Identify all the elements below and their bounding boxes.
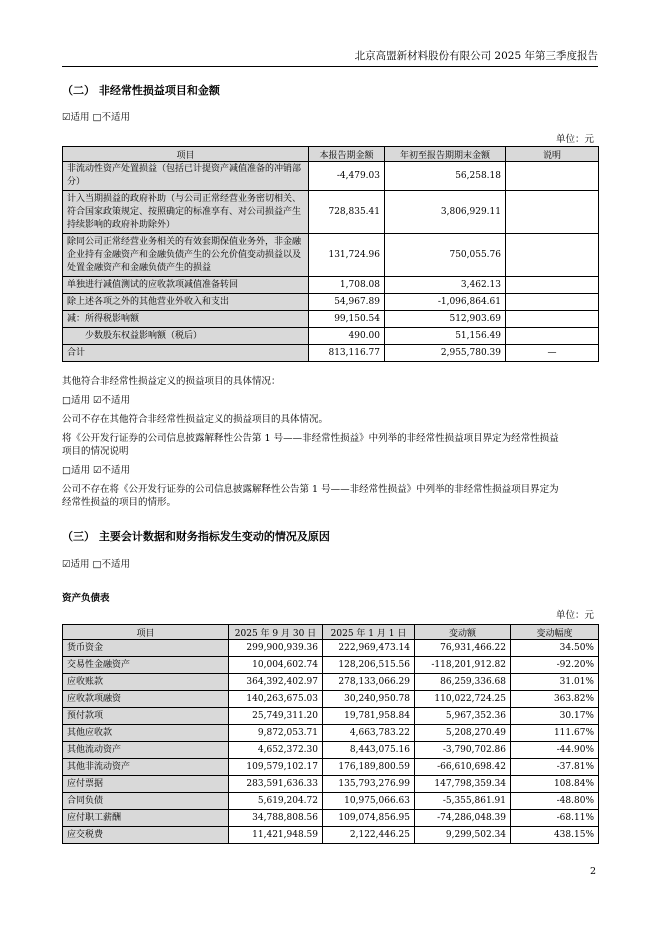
start-date-cell: 30,240,950.78 [323, 691, 415, 708]
non-recurring-table [62, 146, 599, 362]
end-date-cell: 5,619,204.72 [229, 793, 323, 810]
end-date-cell: 283,591,636.33 [229, 776, 323, 793]
start-date-cell: 222,969,473.14 [323, 640, 415, 657]
change-pct-cell: -92.20% [511, 657, 599, 674]
item-cell: 单独进行减值测试的应收款项减值准备转回 [63, 277, 309, 294]
current-amount-cell: 1,708.08 [309, 277, 385, 294]
change-pct-cell: -48.80% [511, 793, 599, 810]
item-cell: 计入当期损益的政府补助（与公司正常经营业务密切相关、符合国家政策规定、按照确定的标准享有、对公司损益产生持续影响的政府补助除外） [63, 191, 309, 234]
item-cell: 应收账款 [63, 674, 229, 691]
section-3-applicability: ☑适用 □不适用 [62, 559, 131, 570]
ytd-amount-cell: 512,903.69 [385, 311, 506, 328]
table-total-row [63, 345, 599, 362]
table-row [63, 742, 599, 759]
change-pct-cell: 108.84% [511, 776, 599, 793]
item-cell: 预付款项 [63, 708, 229, 725]
item-cell: 其他应收款 [63, 725, 229, 742]
current-amount-cell: 99,150.54 [309, 311, 385, 328]
start-date-cell: 128,206,515.56 [323, 657, 415, 674]
table-row [63, 640, 599, 657]
table-header-row [63, 625, 599, 640]
ytd-amount-cell: -1,096,864.61 [385, 294, 506, 311]
table-row [63, 793, 599, 810]
report-header: 北京高盟新材料股份有限公司 2025 年第三季度报告 [354, 50, 598, 62]
note-cell [506, 294, 599, 311]
start-date-cell: 10,975,066.63 [323, 793, 415, 810]
change-pct-cell: 363.82% [511, 691, 599, 708]
reclassification-statement-line2: 经常性损益的项目的情形。 [62, 497, 177, 508]
end-date-cell: 364,392,402.97 [229, 674, 323, 691]
change-amount-cell: 76,931,466.22 [415, 640, 511, 657]
ytd-amount-cell: 2,955,780.39 [385, 345, 506, 362]
table-row [63, 234, 599, 277]
item-cell: 其他非流动资产 [63, 759, 229, 776]
change-amount-cell: 110,022,724.25 [415, 691, 511, 708]
column-header: 说明 [506, 147, 599, 162]
item-cell: 合计 [63, 345, 309, 362]
table-row [63, 810, 599, 827]
page-number: 2 [590, 866, 597, 877]
change-pct-cell: 31.01% [511, 674, 599, 691]
item-cell: 其他流动资产 [63, 742, 229, 759]
change-amount-cell: -3,790,702.86 [415, 742, 511, 759]
start-date-cell: 109,074,856.95 [323, 810, 415, 827]
item-cell: 非流动性资产处置损益（包括已计提资产减值准备的冲销部分） [63, 162, 309, 191]
other-items-paragraph: 其他符合非经常性损益定义的损益项目的具体情况： [62, 376, 281, 387]
start-date-cell: 278,133,066.29 [323, 674, 415, 691]
change-pct-cell: -68.11% [511, 810, 599, 827]
item-cell: 应付职工薪酬 [63, 810, 229, 827]
start-date-cell: 2,122,446.25 [323, 827, 415, 844]
table-row [63, 328, 599, 345]
column-header: 本报告期金额 [309, 147, 385, 162]
section-2-applicability: ☑适用 □不适用 [62, 112, 131, 123]
table-row [63, 294, 599, 311]
change-pct-cell: 34.50% [511, 640, 599, 657]
note-cell [506, 162, 599, 191]
change-pct-cell: 438.15% [511, 827, 599, 844]
change-amount-cell: 5,208,270.49 [415, 725, 511, 742]
end-date-cell: 9,872,053.71 [229, 725, 323, 742]
end-date-cell: 11,421,948.59 [229, 827, 323, 844]
item-cell: 应付票据 [63, 776, 229, 793]
table-row [63, 725, 599, 742]
item-cell: 减：所得税影响额 [63, 311, 309, 328]
column-header: 年初至报告期期末金额 [385, 147, 506, 162]
current-amount-cell: -4,479.03 [309, 162, 385, 191]
change-amount-cell: -5,355,861.91 [415, 793, 511, 810]
item-cell: 少数股东权益影响额（税后） [63, 328, 309, 345]
table-row [63, 691, 599, 708]
section-3-unit: 单位：元 [555, 610, 594, 621]
table-row [63, 162, 599, 191]
ytd-amount-cell: 750,055.76 [385, 234, 506, 277]
current-amount-cell: 728,835.41 [309, 191, 385, 234]
note-cell: — [506, 345, 599, 362]
section-2-title: （二） 非经常性损益项目和金额 [62, 84, 220, 97]
change-amount-cell: 9,299,502.34 [415, 827, 511, 844]
column-header: 项目 [63, 625, 229, 640]
table-row [63, 776, 599, 793]
item-cell: 除上述各项之外的其他营业外收入和支出 [63, 294, 309, 311]
table-row [63, 311, 599, 328]
change-amount-cell: -74,286,048.39 [415, 810, 511, 827]
start-date-cell: 4,663,783.22 [323, 725, 415, 742]
column-header: 项目 [63, 147, 309, 162]
change-amount-cell: -118,201,912.82 [415, 657, 511, 674]
item-cell: 交易性金融资产 [63, 657, 229, 674]
change-amount-cell: 5,967,352.36 [415, 708, 511, 725]
current-amount-cell: 54,967.89 [309, 294, 385, 311]
column-header: 2025 年 1 月 1 日 [323, 625, 415, 640]
end-date-cell: 34,788,808.56 [229, 810, 323, 827]
ytd-amount-cell: 51,156.49 [385, 328, 506, 345]
end-date-cell: 109,579,102.17 [229, 759, 323, 776]
ytd-amount-cell: 3,462.13 [385, 277, 506, 294]
column-header: 2025 年 9 月 30 日 [229, 625, 323, 640]
note-cell [506, 328, 599, 345]
item-cell: 货币资金 [63, 640, 229, 657]
table-row [63, 657, 599, 674]
reclassification-paragraph-line1: 将《公开发行证券的公司信息披露解释性公告第 1 号——非经常性损益》中列举的非经常性损益项目界定为经常性损益 [62, 433, 559, 444]
reclassification-statement-line1: 公司不存在将《公开发行证券的公司信息披露解释性公告第 1 号——非经常性损益》中列举的非经常性损益项目界定为 [62, 484, 559, 495]
change-pct-cell: 30.17% [511, 708, 599, 725]
table-row [63, 708, 599, 725]
change-amount-cell: 147,798,359.34 [415, 776, 511, 793]
end-date-cell: 299,900,939.36 [229, 640, 323, 657]
change-pct-cell: -37.81% [511, 759, 599, 776]
current-amount-cell: 813,116.77 [309, 345, 385, 362]
balance-sheet-subtitle: 资产负债表 [62, 593, 110, 604]
end-date-cell: 140,263,675.03 [229, 691, 323, 708]
table-row [63, 759, 599, 776]
table-row [63, 277, 599, 294]
change-pct-cell: 111.67% [511, 725, 599, 742]
current-amount-cell: 131,724.96 [309, 234, 385, 277]
end-date-cell: 25,749,311.20 [229, 708, 323, 725]
column-header: 变动额 [415, 625, 511, 640]
item-cell: 应交税费 [63, 827, 229, 844]
ytd-amount-cell: 3,806,929.11 [385, 191, 506, 234]
note-cell [506, 234, 599, 277]
balance-sheet-table [62, 624, 599, 844]
reclassification-paragraph-line2: 项目的情况说明 [62, 446, 129, 457]
table-header-row [63, 147, 599, 162]
start-date-cell: 176,189,800.59 [323, 759, 415, 776]
change-amount-cell: 86,259,336.68 [415, 674, 511, 691]
note-cell [506, 277, 599, 294]
table-row [63, 191, 599, 234]
start-date-cell: 19,781,958.84 [323, 708, 415, 725]
table-row [63, 827, 599, 844]
note-cell [506, 191, 599, 234]
ytd-amount-cell: 56,258.18 [385, 162, 506, 191]
change-amount-cell: -66,610,698.42 [415, 759, 511, 776]
section-3-title: （三） 主要会计数据和财务指标发生变动的情况及原因 [62, 530, 330, 543]
reclassification-applicability: □适用 ☑不适用 [62, 465, 131, 476]
section-2-unit: 单位：元 [555, 134, 594, 145]
start-date-cell: 135,793,276.99 [323, 776, 415, 793]
table-row [63, 674, 599, 691]
change-pct-cell: -44.90% [511, 742, 599, 759]
item-cell: 除同公司正常经营业务相关的有效套期保值业务外，非金融企业持有金融资产和金融负债产生的公允价值变动损益以及处置金融资产和金融负债产生的损益 [63, 234, 309, 277]
note-cell [506, 311, 599, 328]
header-divider [62, 66, 598, 67]
item-cell: 应收款项融资 [63, 691, 229, 708]
end-date-cell: 4,652,372.30 [229, 742, 323, 759]
item-cell: 合同负债 [63, 793, 229, 810]
end-date-cell: 10,004,602.74 [229, 657, 323, 674]
column-header: 变动幅度 [511, 625, 599, 640]
current-amount-cell: 490.00 [309, 328, 385, 345]
start-date-cell: 8,443,075.16 [323, 742, 415, 759]
other-items-applicability: □适用 ☑不适用 [62, 395, 131, 406]
other-items-statement: 公司不存在其他符合非经常性损益定义的损益项目的具体情况。 [62, 414, 329, 425]
